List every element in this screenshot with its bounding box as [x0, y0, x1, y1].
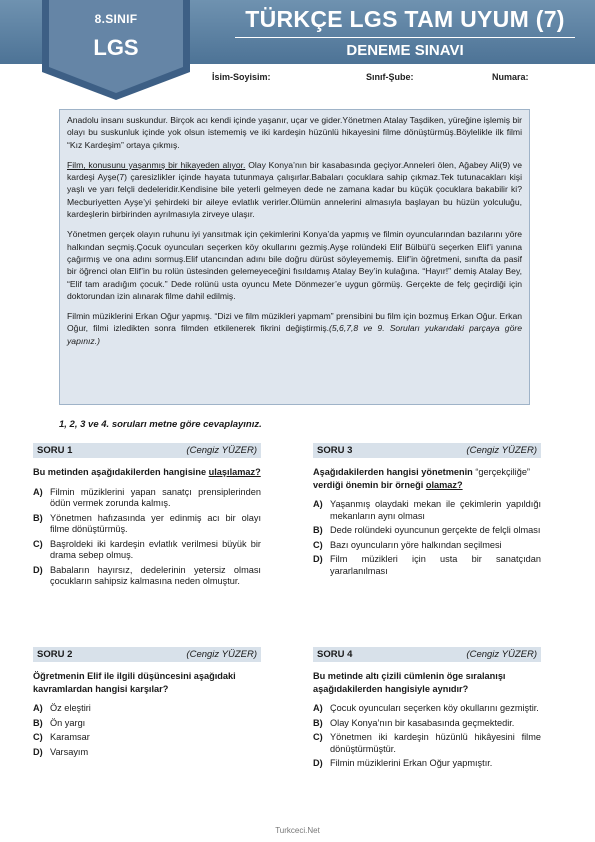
option-letter: A) — [313, 703, 323, 713]
option-letter: B) — [33, 717, 43, 728]
option-c[interactable] — [313, 540, 541, 552]
question-4 — [313, 647, 541, 773]
option-text: Yönetmen hafızasında yer edinmiş acı bir olayı filme dönüştürmüş. — [50, 512, 261, 534]
question-stem-text: Aşağıdakilerden hangisi yönetmenin — [313, 467, 476, 477]
option-a[interactable] — [313, 703, 541, 715]
option-letter: C) — [33, 538, 43, 549]
question-stem-underlined: olamaz? — [425, 479, 463, 490]
question-1 — [33, 443, 261, 591]
question-number: SORU 3 — [317, 445, 353, 456]
option-letter: A) — [313, 499, 323, 509]
passage-paragraph-4-text: Filmin müziklerini Erkan Oğur yapmış. “Dizi ve film müzikleri yapmam” prensibini bu film için bozmuş Erkan Oğur. Erkan Oğur, filmi izledikten sonra filmden etkilenerek fikrini değiştirmiş. — [67, 311, 522, 334]
question-author: (Cengiz YÜZER) — [186, 445, 257, 456]
option-text: Çocuk oyuncuları seçerken köy okullarını gezmiştir. — [330, 703, 539, 713]
question-header — [313, 443, 541, 458]
page-subtitle: DENEME SINAVI — [346, 42, 464, 59]
reading-passage — [59, 109, 530, 405]
passage-paragraph-4 — [67, 310, 522, 347]
option-letter: D) — [33, 746, 43, 757]
option-d[interactable] — [33, 565, 261, 588]
option-letter: C) — [313, 539, 323, 550]
option-text: Film müzikleri için usta bir sanatçıdan yararlanılması — [330, 554, 541, 576]
question-stem-quote: “gerçekçiliğe” — [475, 467, 530, 477]
option-text: Yaşanmış olaydaki mekan ile çekimlerin yapıldığı mekanların aynı olması — [330, 499, 541, 521]
question-stem-underlined: ulaşılamaz? — [208, 467, 261, 477]
option-d[interactable] — [313, 554, 541, 577]
question-stem: Öğretmenin Elif ile ilgili düşüncesini aşağıdaki kavramlardan hangisi karşılar? — [33, 671, 236, 694]
title-divider — [235, 37, 575, 38]
class-label: Sınıf-Şube: — [366, 72, 414, 82]
option-letter: B) — [33, 512, 43, 523]
question-header — [33, 647, 261, 662]
question-instruction: 1, 2, 3 ve 4. soruları metne göre cevaplayınız. — [59, 419, 262, 430]
page-header — [0, 0, 595, 95]
question-stem — [33, 466, 261, 479]
option-b[interactable] — [313, 718, 541, 730]
passage-paragraph-1: Anadolu insanı suskundur. Birçok acı kendi içinde yaşanır, uçar ve gider.Yönetmen Atalay Taşdiken, yüreğine işlemiş bir olayı bu suskunluk içinde yok olsun istememiş ve iki kardeşin hüzünlü hikayesini filme dönüştürmüş.Böylelikle ilk filmi “Kız Kardeşim” ortaya çıkmış. — [67, 115, 522, 150]
option-text: Filmin müziklerini Erkan Oğur yapmıştır. — [330, 758, 493, 768]
option-letter: D) — [33, 564, 43, 575]
passage-paragraph-3: Yönetmen gerçek olayın ruhunu iyi yansıtmak için çekimlerini Konya’da yapmış ve filmin oyuncularından bazılarını yöre halkından seçmiş.Çocuk oyuncuları seçerken köy okullarını gezmiş.Ayşe rolündeki Elif Bülbül’ü seçerken Elif’i yanına çağırmış ve ona adını sormuş.Elif utancından adını bile doğru dürüst söyleyememiş. Elif’in öğretmeni, sınıfta da pasif bir öğrenci olan Elif’in bu rolün üstesinden gelemeyeceğini fısıldamış Atalay Bey’in kulağına. “Hayır!” demiş Atalay Bey, “Elif tam aradığım çocuk.” Dede rolünü usta oyuncu Mete Dönmezer’e uygun görmüş. Gerçekte de felç geçirdiği için doktorundan izin alınarak filme dahil edilmiş. — [67, 229, 522, 301]
option-text: Yönetmen iki kardeşin hüzünlü hikâyesini filme dönüştürmüştür. — [330, 732, 541, 754]
grade-label: 8.SINIF — [94, 12, 138, 26]
footer-site: Turkceci.Net — [275, 826, 320, 835]
question-2 — [33, 647, 261, 761]
question-author: (Cengiz YÜZER) — [186, 649, 257, 660]
option-letter: A) — [33, 703, 43, 713]
question-stem-text-2: verdiği önemin bir örneği — [313, 479, 426, 490]
option-text: Bazı oyuncuların yöre halkından seçilmesi — [330, 539, 502, 550]
option-text: Babaların hayırsız, dedelerinin yetersiz olması çocukların sahipsiz kalmasına neden olmuştur. — [50, 564, 261, 586]
question-header — [33, 443, 261, 458]
option-letter: C) — [33, 732, 43, 742]
option-text: Olay Konya’nın bir kasabasında geçmektedir. — [330, 717, 515, 728]
question-number: SORU 1 — [37, 445, 73, 456]
option-letter: A) — [33, 486, 43, 497]
name-label: İsim-Soyisim: — [212, 72, 271, 82]
option-text: Öz eleştiri — [50, 703, 91, 713]
question-author: (Cengiz YÜZER) — [466, 649, 537, 660]
question-header — [313, 647, 541, 662]
passage-paragraph-2 — [67, 159, 522, 220]
option-letter: B) — [313, 525, 323, 535]
question-stem — [313, 466, 541, 491]
option-d[interactable] — [313, 758, 541, 770]
option-c[interactable] — [33, 539, 261, 562]
question-3 — [313, 443, 541, 580]
page-title: TÜRKÇE LGS TAM UYUM (7) — [245, 6, 565, 32]
question-author: (Cengiz YÜZER) — [466, 445, 537, 456]
passage-note: (5,6,7,8 ve 9. Soruları yukarıdaki parçaya göre yapınız.) — [67, 323, 522, 346]
option-b[interactable] — [33, 718, 261, 730]
underlined-sentence: Film, konusunu yaşanmış bir hikayeden alıyor. — [67, 159, 246, 170]
option-text: Başroldeki iki kardeşin evlatlık verilmesi büyük bir drama sebep olmuş. — [50, 538, 261, 560]
option-text: Karamsar — [50, 732, 90, 742]
question-stem: Bu metinde altı çizili cümlenin öge sıralanışı aşağıdakilerden hangisiyle aynıdır? — [313, 671, 506, 694]
option-b[interactable] — [33, 513, 261, 536]
lgs-badge-label: LGS — [93, 35, 139, 60]
option-text: Filmin müziklerini yapan sanatçı prensiplerinden ödün vermek zorunda kalmış. — [50, 486, 261, 508]
option-d[interactable] — [33, 747, 261, 759]
option-a[interactable] — [33, 703, 261, 715]
option-b[interactable] — [313, 525, 541, 537]
option-a[interactable] — [33, 487, 261, 510]
option-c[interactable] — [313, 732, 541, 755]
question-stem-text: Bu metinden aşağıdakilerden hangisine — [33, 467, 209, 477]
passage-paragraph-2-rest: Olay Konya’nın bir kasabasında geçiyor.Anneleri ölen, Ağabey Ali(9) ve kardeşi Ayşe(7) çaresizlikler içinde hayata tutunmaya çalışırlar.Babaları çocuklara sahip çıkmaz.Tek tutunacakları kişi yaşlı ve yarı felçli dedeleridir.Kendisine bile yeterli gelmeyen dede ne zamana kadar bu küçük çocuklara bakabilir ki?Mecburiyetten Ayşe’yi şehirdeki bir aileye evlatlık verirler.Ölümün annelerini almasıyla başlayan bu hüzün yolculuğu, kardeşlerin birbirinden ayrılmasıyla zirveye ulaşır. — [67, 159, 522, 220]
question-number: SORU 4 — [317, 649, 353, 660]
option-letter: C) — [313, 732, 323, 742]
option-text: Dede rolündeki oyuncunun gerçekte de felçli olması — [330, 525, 541, 535]
option-letter: D) — [313, 758, 323, 768]
number-label: Numara: — [492, 72, 529, 82]
option-text: Ön yargı — [50, 717, 86, 728]
option-a[interactable] — [313, 499, 541, 522]
option-text: Varsayım — [50, 746, 89, 757]
option-letter: B) — [313, 717, 323, 728]
option-c[interactable] — [33, 732, 261, 744]
question-number: SORU 2 — [37, 649, 73, 660]
option-letter: D) — [313, 554, 323, 564]
